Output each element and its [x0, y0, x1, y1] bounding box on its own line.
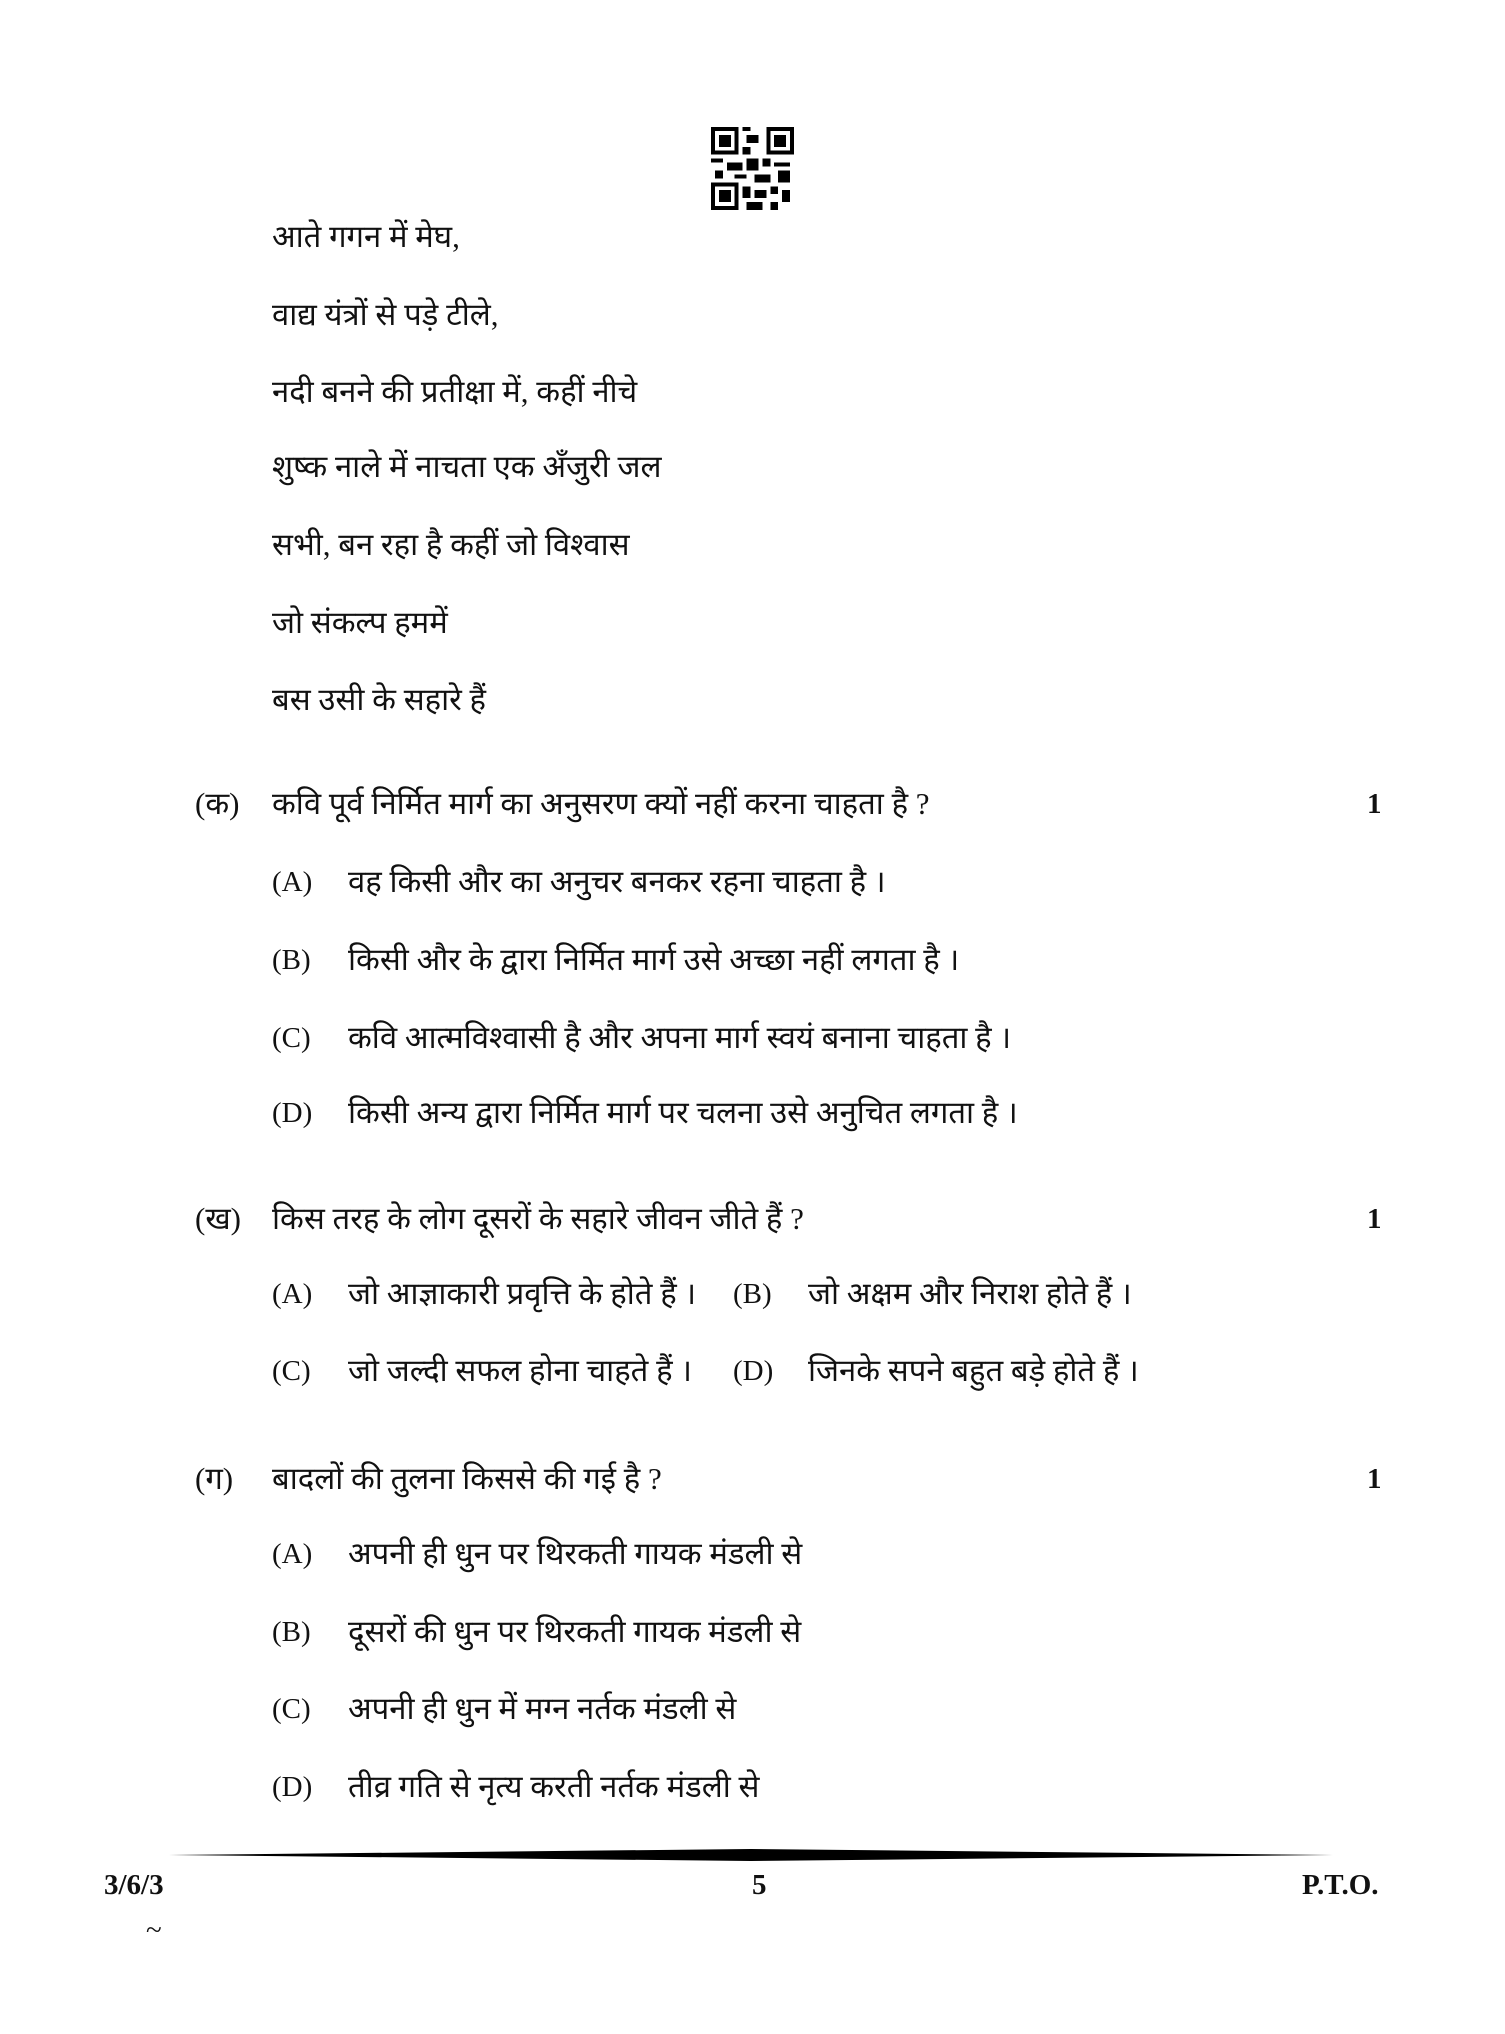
option-text: कवि आत्मविश्वासी है और अपना मार्ग स्वयं बनाना चाहता है ।	[348, 1020, 1012, 1055]
option-label: (B)	[272, 944, 311, 976]
option-label: (C)	[272, 1355, 311, 1387]
tilde-mark: ~	[146, 1914, 162, 1946]
option-text: अपनी ही धुन पर थिरकती गायक मंडली से	[348, 1536, 803, 1571]
option-text: किसी अन्य द्वारा निर्मित मार्ग पर चलना उसे अनुचित लगता है ।	[348, 1095, 1018, 1130]
option-label: (B)	[733, 1278, 772, 1310]
question-label: (क)	[195, 786, 240, 821]
option-label: (A)	[272, 866, 313, 898]
poem-line: नदी बनने की प्रतीक्षा में, कहीं नीचे	[272, 374, 638, 409]
option-label: (D)	[272, 1097, 313, 1129]
question-text: बादलों की तुलना किससे की गई है ?	[272, 1461, 662, 1496]
option-text: किसी और के द्वारा निर्मित मार्ग उसे अच्छा नहीं लगता है ।	[348, 942, 960, 977]
paper-code: 3/6/3	[104, 1869, 164, 1901]
option-label: (D)	[272, 1771, 313, 1803]
option-label: (D)	[733, 1355, 774, 1387]
poem-line: जो संकल्प हममें	[272, 605, 448, 640]
poem-line: बस उसी के सहारे हैं	[272, 682, 487, 717]
question-label: (ग)	[195, 1461, 234, 1496]
option-text: जिनके सपने बहुत बड़े होते हैं ।	[808, 1353, 1139, 1388]
option-text: जो जल्दी सफल होना चाहते हैं ।	[348, 1353, 693, 1388]
qr-code	[711, 127, 794, 210]
option-label: (C)	[272, 1022, 311, 1054]
option-label: (B)	[272, 1616, 311, 1648]
option-text: दूसरों की धुन पर थिरकती गायक मंडली से	[348, 1614, 802, 1649]
option-label: (A)	[272, 1538, 313, 1570]
option-text: अपनी ही धुन में मग्न नर्तक मंडली से	[348, 1691, 737, 1726]
option-text: जो आज्ञाकारी प्रवृत्ति के होते हैं ।	[348, 1276, 697, 1311]
footer-divider	[169, 1849, 1333, 1861]
option-label: (A)	[272, 1278, 313, 1310]
option-label: (C)	[272, 1693, 311, 1725]
poem-line: सभी, बन रहा है कहीं जो विश्वास	[272, 527, 630, 562]
question-text: किस तरह के लोग दूसरों के सहारे जीवन जीते हैं ?	[272, 1201, 804, 1236]
poem-line: आते गगन में मेघ,	[272, 219, 460, 254]
question-text: कवि पूर्व निर्मित मार्ग का अनुसरण क्यों नहीं करना चाहता है ?	[272, 786, 930, 821]
option-text: तीव्र गति से नृत्य करती नर्तक मंडली से	[348, 1769, 760, 1804]
question-marks: 1	[1367, 788, 1382, 820]
question-marks: 1	[1367, 1203, 1382, 1235]
option-text: जो अक्षम और निराश होते हैं ।	[808, 1276, 1132, 1311]
poem-line: वाद्य यंत्रों से पड़े टीले,	[272, 297, 499, 332]
page-number: 5	[752, 1869, 767, 1901]
option-text: वह किसी और का अनुचर बनकर रहना चाहता है ।	[348, 864, 886, 899]
please-turn-over: P.T.O.	[1302, 1869, 1379, 1901]
question-marks: 1	[1367, 1463, 1382, 1495]
poem-line: शुष्क नाले में नाचता एक अँजुरी जल	[272, 449, 662, 484]
question-label: (ख)	[195, 1201, 242, 1236]
